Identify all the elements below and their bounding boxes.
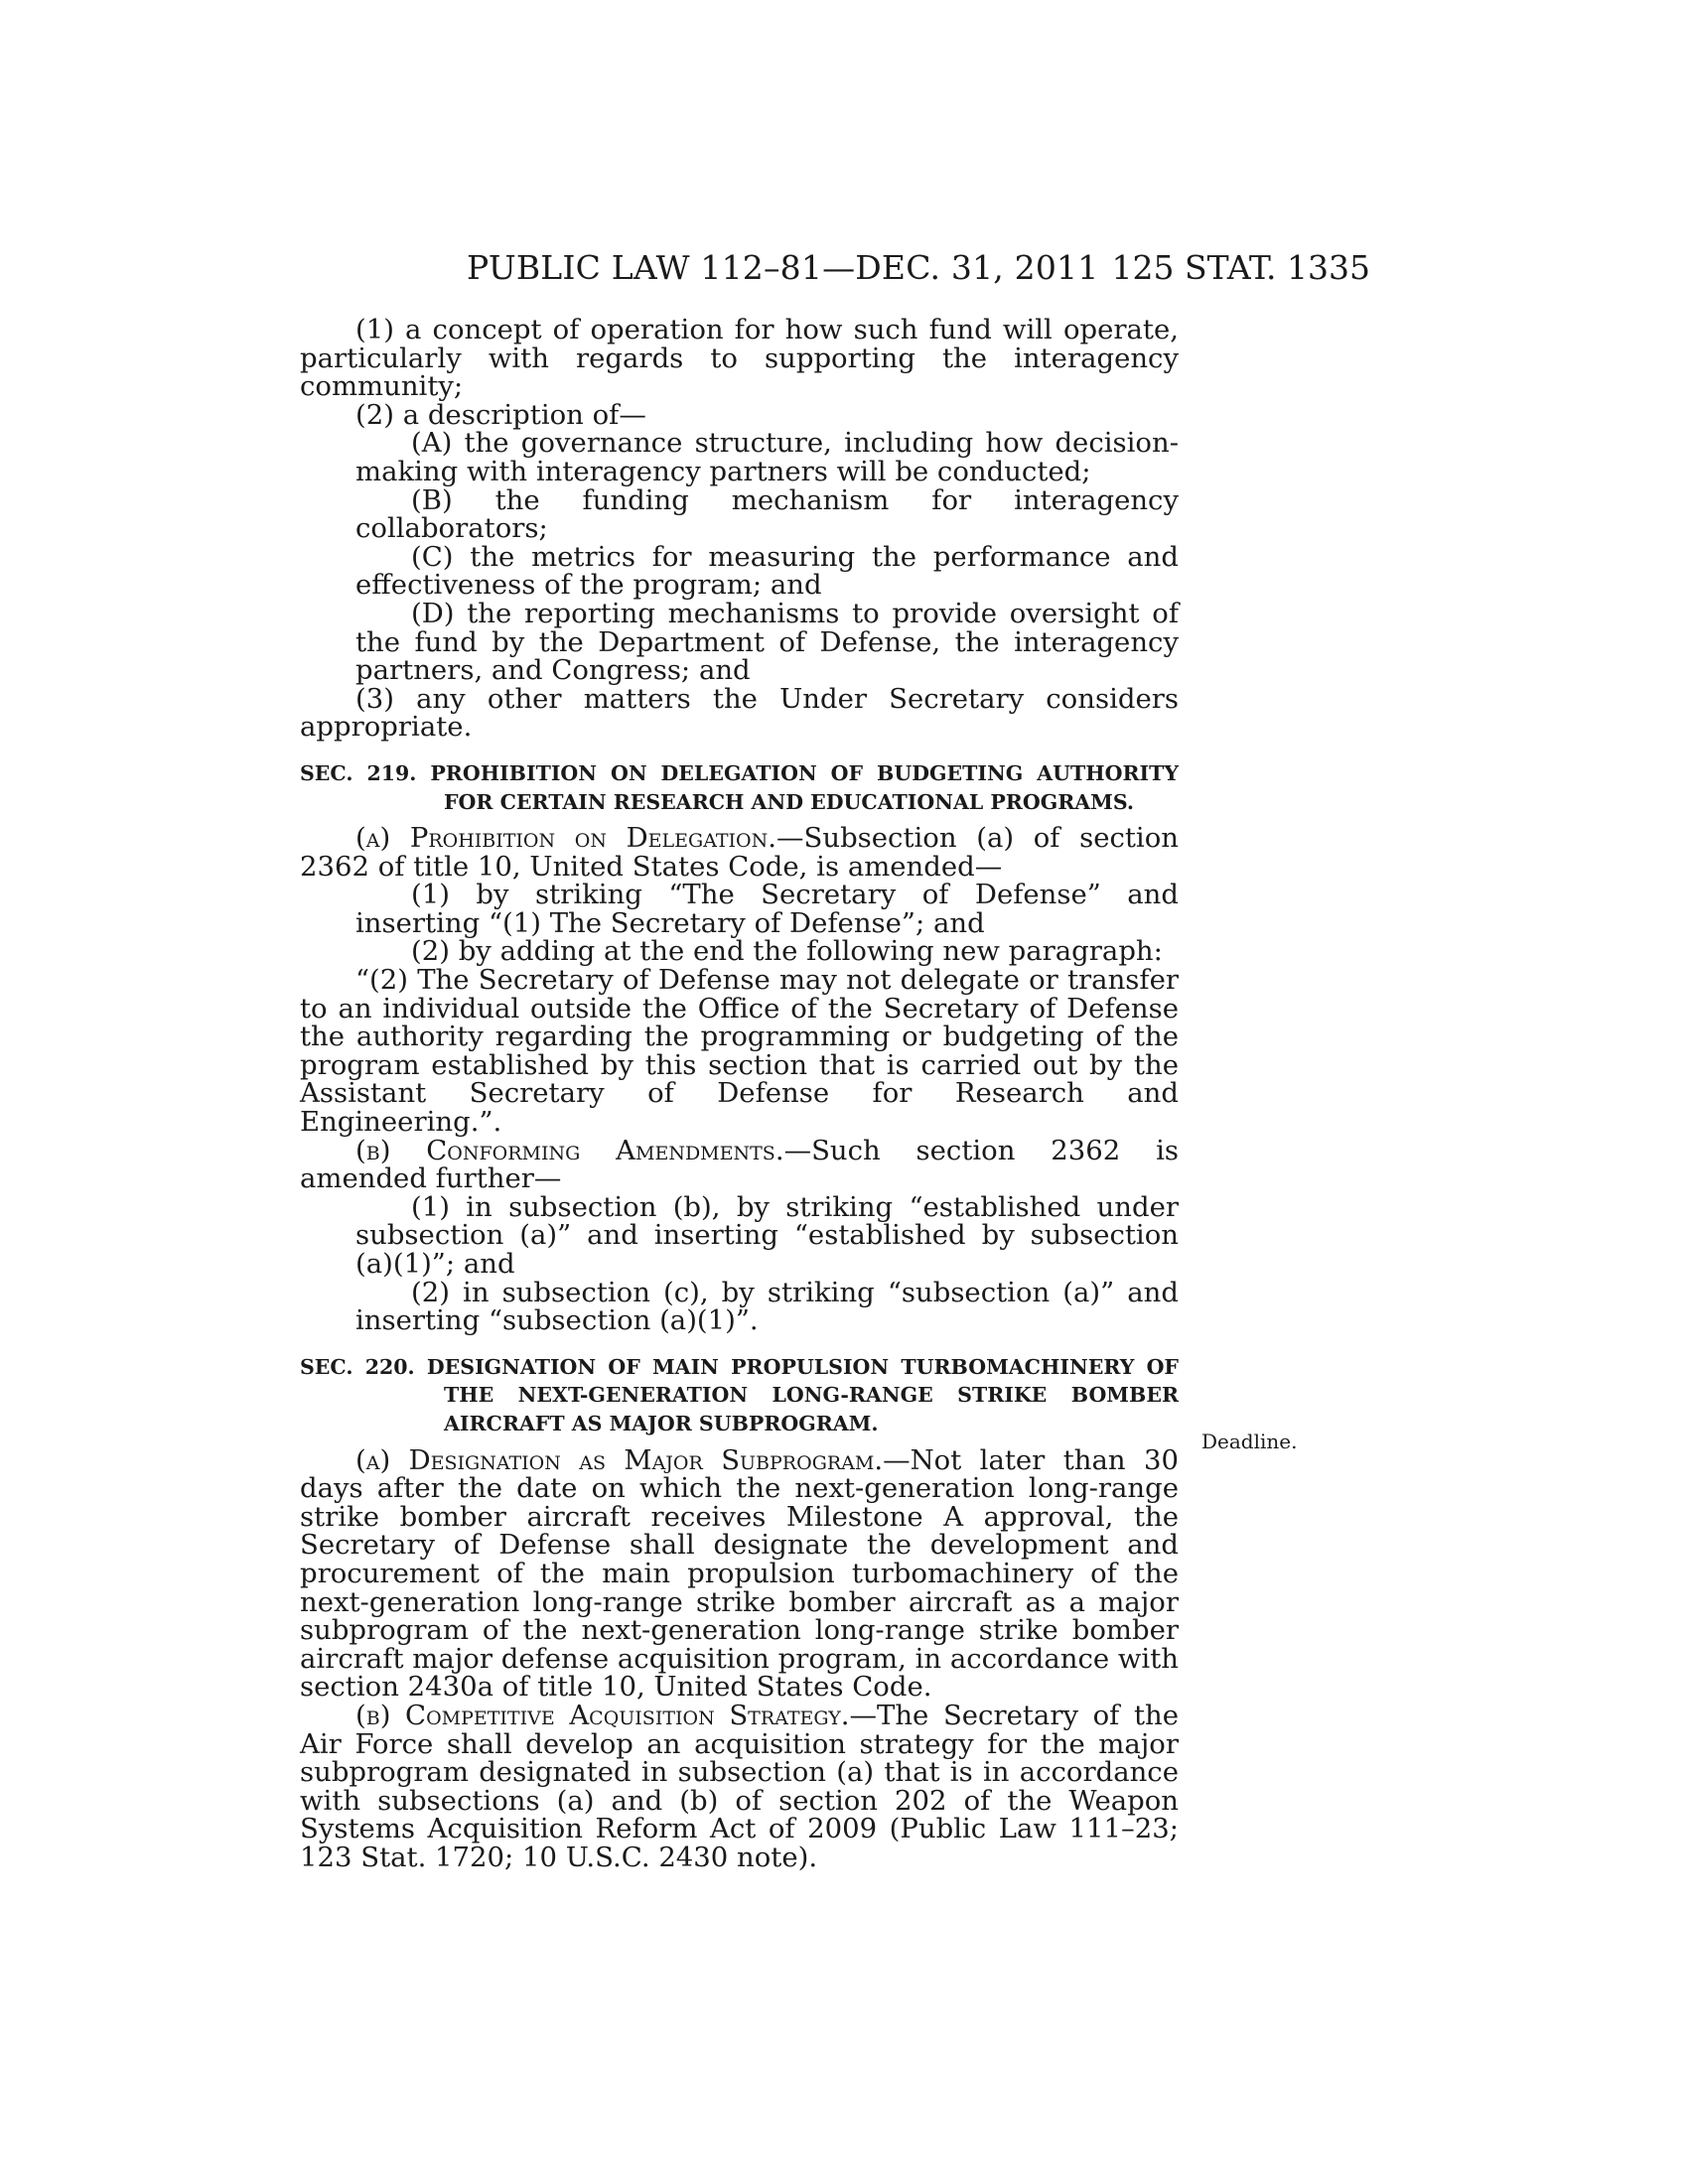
intro-item-3: (3) any other matters the Under Secretary considers appropriate. xyxy=(300,682,1179,744)
sec-219-b-label: (b) Conforming Amendments. xyxy=(355,1134,784,1166)
sec-219-a-2-quote: “(2) The Secretary of Defense may not delegate or transfer to an individual outside the Office of the Secretary of Defense the authority regarding the programming or budgeting of the program established by this section that is carried out by the Assistant Secretary of Defense for Research and Engineering.”. xyxy=(300,964,1179,1139)
margin-note-deadline: Deadline. xyxy=(1201,1430,1298,1453)
sec-220-b-text: —The Secretary of the Air Force shall develop an acquisition strategy for the major subprogram designated in subsection (a) that is in accordance with subsections (a) and (b) of section 202 of the Weapon Systems Acquisition Reform Act of 2009 (Public Law 111–23; 123 Stat. 1720; 10 U.S.C. 2430 note). xyxy=(300,1699,1179,1873)
sec-219-a-text: —Subsection (a) of section 2362 of title 10, United States Code, is amended— xyxy=(300,822,1179,883)
intro-item-2: (2) a description of— xyxy=(355,398,646,431)
intro-item-d: (D) the reporting mechanisms to provide oversight of the fund by the Department of Defense, the interagency partners, and Congress; and xyxy=(355,597,1179,687)
sec-220-b-label: (b) Competitive Acquisition Strategy. xyxy=(355,1699,850,1731)
intro-item-c: (C) the metrics for measuring the performance and effectiveness of the program; and xyxy=(355,540,1179,602)
intro-item-1: (1) a concept of operation for how such fund will operate, particularly with regards to supporting the interagency community; xyxy=(300,314,1179,403)
sec-219-subsection-a xyxy=(300,824,1179,881)
sec-219-heading: SEC. 219. PROHIBITION ON DELEGATION OF BUDGETING AUTHORITY FOR CERTAIN RESEARCH AND EDUCATIONAL PROGRAMS. xyxy=(300,760,1179,814)
intro-item-b: (B) the funding mechanism for interagency collaborators; xyxy=(355,483,1179,545)
sec-219-a-label: (a) Prohibition on Delegation. xyxy=(355,822,777,855)
sec-220-heading: SEC. 220. DESIGNATION OF MAIN PROPULSION TURBOMACHINERY OF THE NEXT-GENERATION LONG-RANGE STRIKE BOMBER AIRCRAFT AS MAJOR SUBPROGRAM. xyxy=(300,1354,1179,1435)
sec-219-b-1: (1) in subsection (b), by striking “established under subsection (a)” and inserting “established by subsection (a)(1)”; and xyxy=(355,1190,1179,1280)
sec-219-a-2: (2) by adding at the end the following new paragraph: xyxy=(411,935,1163,968)
sec-219-a-1: (1) by striking “The Secretary of Defense” and inserting “(1) The Secretary of Defense”; and xyxy=(355,879,1179,939)
page-header xyxy=(467,248,1370,288)
intro-item-a: (A) the governance structure, including how decision-making with interagency partners will be conducted; xyxy=(355,427,1179,487)
sec-220-subsection-b xyxy=(300,1699,1179,1873)
sec-220-a-text: —Not later than 30 days after the date on which the next-generation long-range strike bomber aircraft receives Milestone A approval, the Secretary of Defense shall designate the development and procurement of the main propulsion turbomachinery of the next-generation long-range strike bomber aircraft as a major subprogram of the next-generation long-range strike bomber aircraft major defense acquisition program, in accordance with section 2430a of title 10, United States Code. xyxy=(300,1443,1179,1704)
statute-page-number: 125 STAT. 1335 xyxy=(1111,248,1370,287)
sec-219-b-text: —Such section 2362 is amended further— xyxy=(300,1134,1179,1195)
sec-220-a-label: (a) Designation as Major Subprogram. xyxy=(355,1443,884,1476)
sec-220-subsection-a xyxy=(300,1443,1179,1704)
sec-219-subsection-b xyxy=(300,1134,1179,1195)
header-title: PUBLIC LAW 112–81—DEC. 31, 2011 xyxy=(467,248,1099,287)
document-body xyxy=(300,316,1179,1871)
sec-219-b-2: (2) in subsection (c), by striking “subsection (a)” and inserting “subsection (a)(1)”. xyxy=(355,1276,1179,1337)
